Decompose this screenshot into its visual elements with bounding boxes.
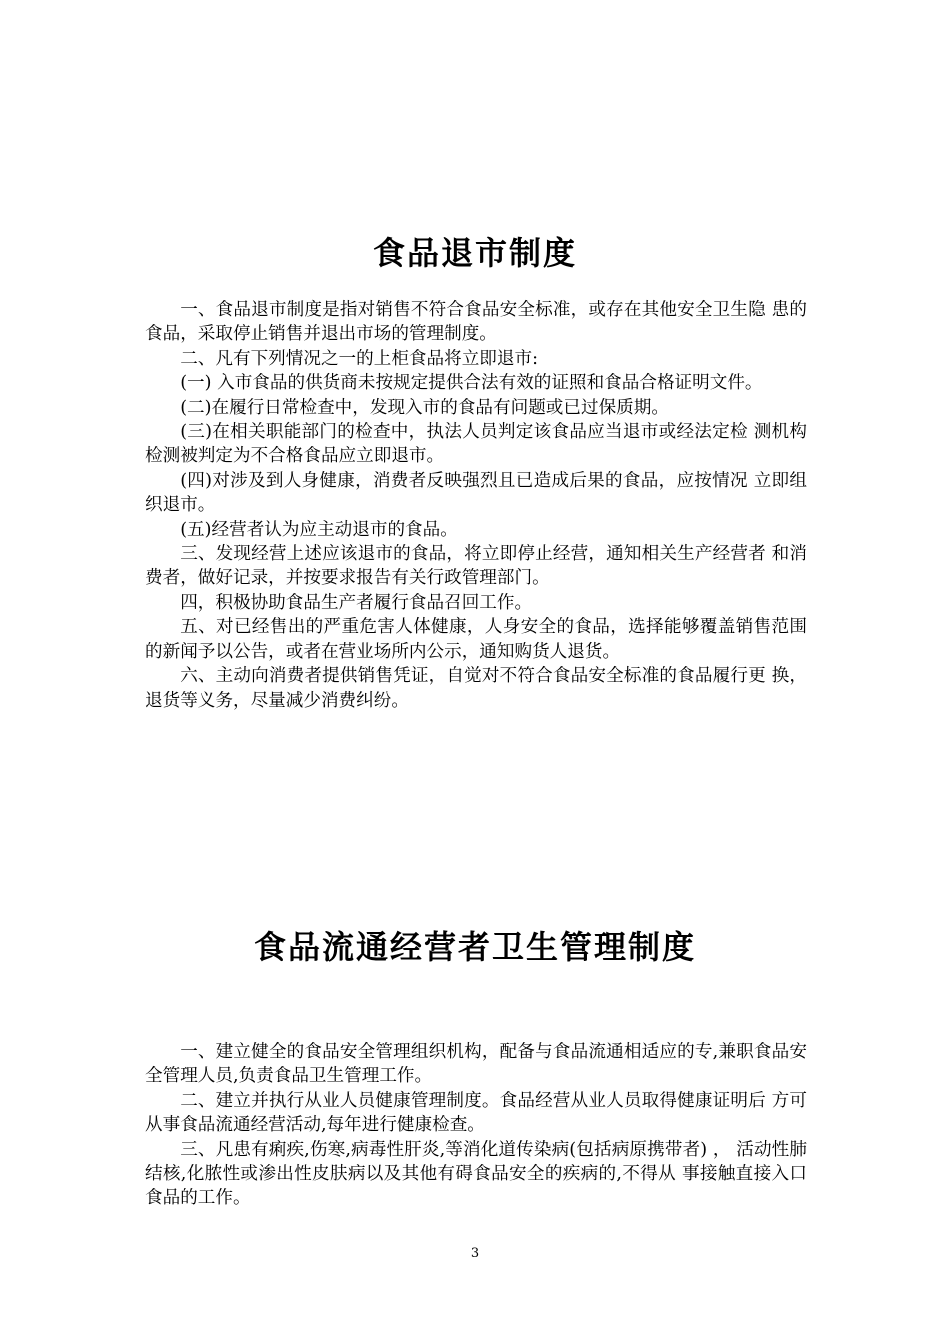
section1-paragraph-10: 五、对已经售出的严重危害人体健康，人身安全的食品，选择能够覆盖销售范围的新闻予以公告，或者在营业场所内公示，通知购货人退货。 <box>145 617 807 662</box>
section2-paragraph-1: 一、建立健全的食品安全管理组织机构，配备与食品流通相适应的专,兼职食品安全管理人员,负责食品卫生管理工作。 <box>145 1042 807 1087</box>
section1-paragraph-3: (一) 入市食品的供货商未按规定提供合法有效的证照和食品合格证明文件。 <box>180 373 763 394</box>
section2-paragraph-2: 二、建立并执行从业人员健康管理制度。食品经营从业人员取得健康证明后 方可从事食品流通经营活动,每年进行健康检查。 <box>145 1090 807 1136</box>
section1-paragraph-9: 四，积极协助食品生产者履行食品召回工作。 <box>180 592 533 613</box>
section2-body <box>145 1040 807 1211</box>
section1-paragraph-11: 六、主动向消费者提供销售凭证，自觉对不符合食品安全标准的食品履行更 换，退货等义务，尽量减少消费纠纷。 <box>145 666 807 711</box>
section2-paragraph-3: 三、凡患有痢疾,伤寒,病毒性肝炎,等消化道传染病(包括病原携带者) ， 活动性肺结核,化脓性或渗出性皮肤病以及其他有碍食品安全的疾病的,不得从 事接触直接入口食品的工作。 <box>145 1139 807 1209</box>
section1-paragraph-2: 二、凡有下列情况之一的上柜食品将立即退市: <box>180 348 538 369</box>
section1-paragraph-6: (四)对涉及到人身健康，消费者反映强烈且已造成后果的食品，应按情况 立即组织退市。 <box>145 470 807 516</box>
page-number: 3 <box>470 1246 480 1261</box>
section1-paragraph-7: (五)经营者认为应主动退市的食品。 <box>180 519 458 540</box>
section1-paragraph-5: (三)在相关职能部门的检查中，执法人员判定该食品应当退市或经法定检 测机构检测被判定为不合格食品应立即退市。 <box>145 422 807 467</box>
section1-paragraph-1: 一、食品退市制度是指对销售不符合食品安全标准，或存在其他安全卫生隐 患的食品，采取停止销售并退出市场的管理制度。 <box>145 300 807 345</box>
section1-paragraph-4: (二)在履行日常检查中，发现入市的食品有问题或已过保质期。 <box>180 397 669 418</box>
section1-body <box>145 298 807 713</box>
section1-paragraph-8: 三、发现经营上述应该退市的食品，将立即停止经营，通知相关生产经营者 和消费者，做好记录，并按要求报告有关行政管理部门。 <box>145 544 807 589</box>
section2-title: 食品流通经营者卫生管理制度 <box>253 928 696 966</box>
section1-title: 食品退市制度 <box>372 234 577 272</box>
